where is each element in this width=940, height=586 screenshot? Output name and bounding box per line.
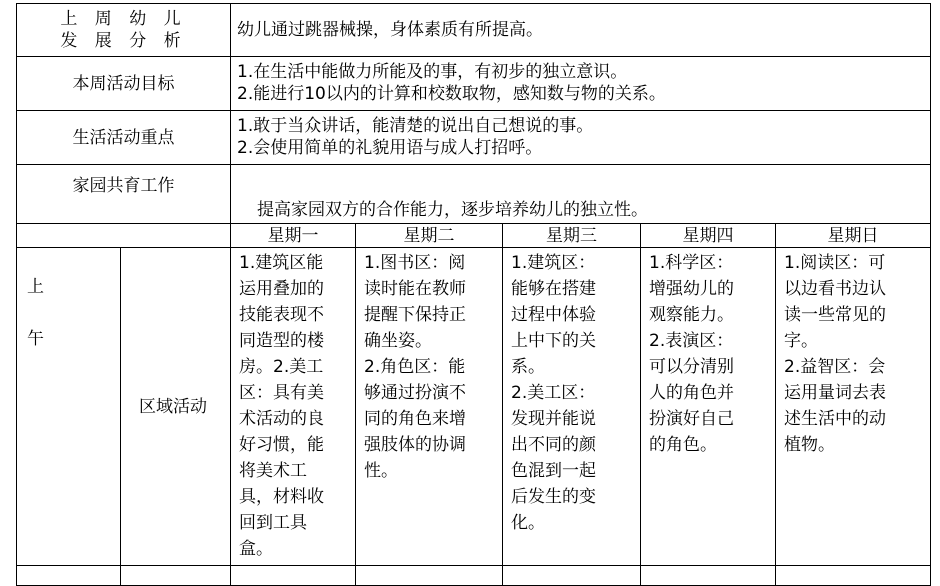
activity-line: 以边看书边认 (784, 279, 886, 299)
activity-line: 同的角色来增 (364, 409, 466, 429)
activity-line: 扮演好自己 (649, 409, 734, 429)
activity-line: 2.表演区： (649, 331, 734, 351)
activity-line: 植物。 (784, 435, 835, 455)
activity-line: 1.建筑区： (511, 253, 596, 273)
activity-line: 1.阅读区：可 (784, 253, 886, 273)
focus-line: 2.会使用简单的礼貌用语与成人打招呼。 (237, 138, 543, 158)
day-header-tue: 星期二 (356, 224, 503, 248)
next-row-cell (17, 566, 121, 586)
goal-line: 1.在生活中能做力所能及的事，有初步的独立意识。 (237, 62, 628, 82)
focus-label: 生活活动重点 (17, 111, 231, 165)
last-week-label-line1: 上 周 幼 儿 (60, 9, 187, 29)
activity-line: 盒。 (239, 539, 273, 559)
activity-line: 读时能在教师 (364, 279, 466, 299)
row-last-week (17, 4, 931, 57)
activity-line: 读一些常见的 (784, 305, 886, 325)
next-row-cell (641, 566, 776, 586)
row-home (17, 165, 931, 224)
weekly-plan-table (16, 3, 931, 586)
row-goals (17, 57, 931, 111)
area-activity-label: 区域活动 (121, 248, 231, 566)
activity-line: 述生活中的动 (784, 409, 886, 429)
row-next-partial (17, 566, 931, 586)
next-row-cell (356, 566, 503, 586)
activity-line: 好习惯，能 (239, 435, 324, 455)
day-header-wed: 星期三 (503, 224, 641, 248)
activity-line: 2.角色区：能 (364, 357, 466, 377)
activity-line: 可以分清别 (649, 357, 734, 377)
activity-line: 出不同的颜 (511, 435, 596, 455)
next-row-cell (231, 566, 356, 586)
activity-line: 同造型的楼 (239, 331, 324, 351)
row-morning-activities (17, 248, 931, 566)
activity-line: 技能表现不 (239, 305, 324, 325)
last-week-label-line2: 发 展 分 析 (60, 31, 187, 51)
activity-line: 色混到一起 (511, 461, 596, 481)
activity-line: 后发生的变 (511, 487, 596, 507)
goals-text (231, 57, 931, 111)
activity-line: 过程中体验 (511, 305, 596, 325)
activity-line: 房。2.美工 (239, 357, 324, 377)
goal-line: 2.能进行10以内的计算和校数取物，感知数与物的关系。 (237, 84, 666, 104)
activity-cell-sun (776, 248, 931, 566)
activity-line: 人的角色并 (649, 383, 734, 403)
activity-cell-wed (503, 248, 641, 566)
goals-label: 本周活动目标 (17, 57, 231, 111)
activity-line: 1.图书区：阅 (364, 253, 466, 273)
focus-line: 1.敢于当众讲话，能清楚的说出自己想说的事。 (237, 116, 594, 136)
activity-cell-tue (356, 248, 503, 566)
activity-line: 区：具有美 (239, 383, 324, 403)
activity-line: 1.科学区： (649, 253, 734, 273)
activity-line: 上中下的关 (511, 331, 596, 351)
activity-line: 具，材料收 (239, 487, 324, 507)
activity-line: 性。 (364, 461, 398, 481)
focus-text (231, 111, 931, 165)
days-header-blank (17, 224, 231, 248)
activity-line: 2.美工区： (511, 383, 596, 403)
morning-label (17, 248, 121, 566)
activity-line: 运用量词去表 (784, 383, 886, 403)
activity-line: 化。 (511, 513, 545, 533)
activity-line: 能够在搭建 (511, 279, 596, 299)
home-label: 家园共育工作 (17, 165, 231, 224)
activity-line: 运用叠加的 (239, 279, 324, 299)
home-text: 提高家园双方的合作能力，逐步培养幼儿的独立性。 (231, 165, 931, 224)
morning-label-bottom: 午 (27, 329, 44, 349)
activity-line: 1.建筑区能 (239, 253, 324, 273)
activity-line: 将美术工 (239, 461, 307, 481)
last-week-label (17, 4, 231, 57)
activity-line: 够通过扮演不 (364, 383, 466, 403)
activity-line: 系。 (511, 357, 545, 377)
day-header-mon: 星期一 (231, 224, 356, 248)
row-days-header (17, 224, 931, 248)
activity-line: 发现并能说 (511, 409, 596, 429)
day-header-thu: 星期四 (641, 224, 776, 248)
activity-line: 观察能力。 (649, 305, 734, 325)
row-focus (17, 111, 931, 165)
next-row-cell (503, 566, 641, 586)
last-week-text: 幼儿通过跳器械操，身体素质有所提高。 (231, 4, 931, 57)
activity-line: 增强幼儿的 (649, 279, 734, 299)
next-row-cell (121, 566, 231, 586)
activity-line: 确坐姿。 (364, 331, 432, 351)
activity-line: 的角色。 (649, 435, 717, 455)
activity-cell-mon (231, 248, 356, 566)
activity-line: 术活动的良 (239, 409, 324, 429)
activity-line: 提醒下保持正 (364, 305, 466, 325)
morning-label-top: 上 (27, 277, 44, 297)
day-header-sun: 星期日 (776, 224, 931, 248)
activity-line: 回到工具 (239, 513, 307, 533)
activity-line: 强肢体的协调 (364, 435, 466, 455)
activity-cell-thu (641, 248, 776, 566)
activity-line: 2.益智区：会 (784, 357, 886, 377)
next-row-cell (776, 566, 931, 586)
activity-line: 字。 (784, 331, 818, 351)
